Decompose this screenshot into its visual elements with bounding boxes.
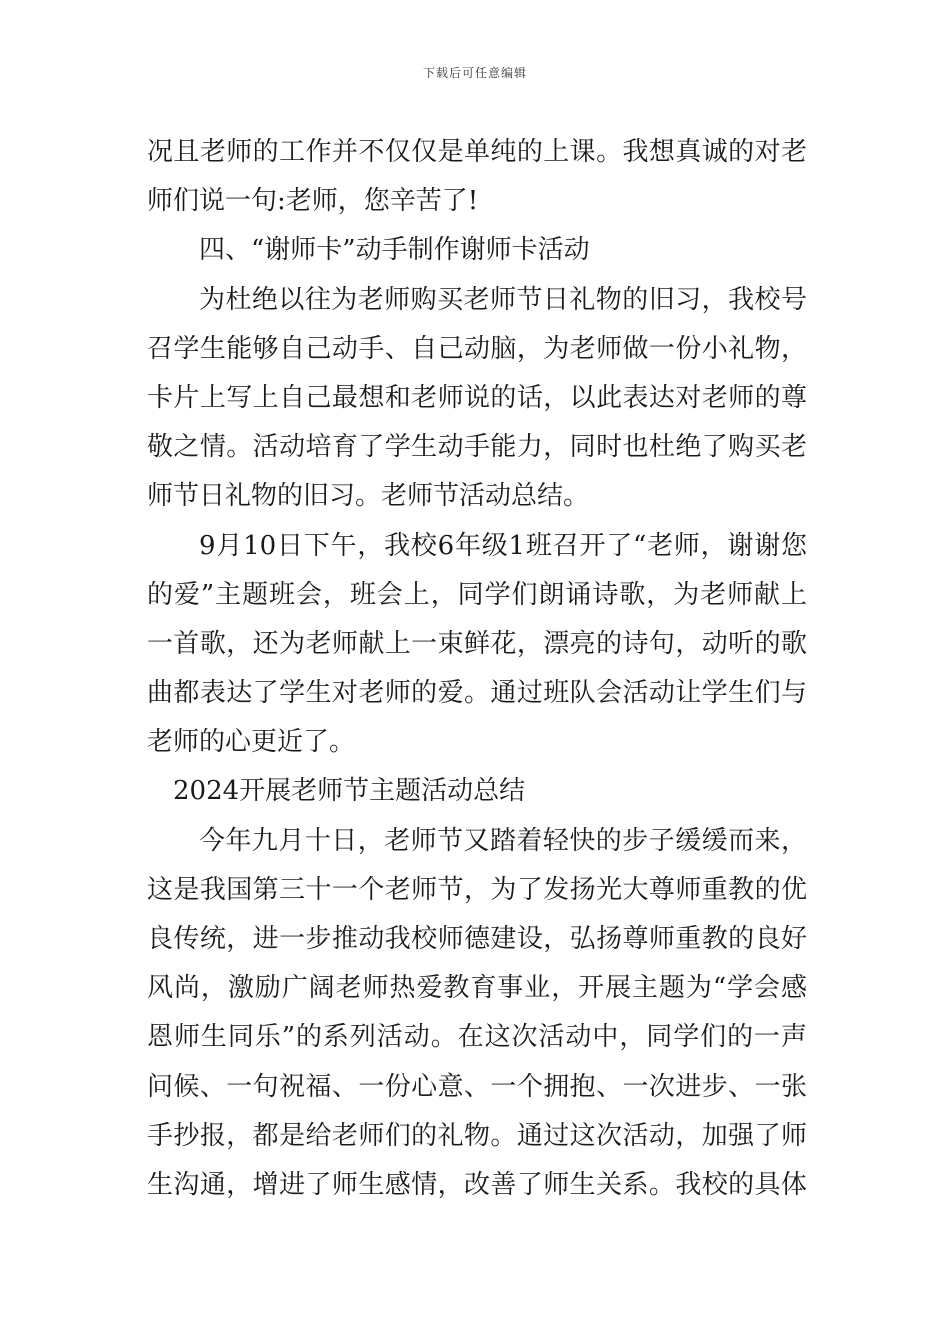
text-line: 的爱”主题班会，班会上，同学们朗诵诗歌，为老师献上 xyxy=(147,579,807,610)
document-body xyxy=(147,128,807,1210)
text-line: 问候、一句祝福、一份心意、一个拥抱、一次进步、一张 xyxy=(147,1071,807,1102)
text-line: 一首歌，还为老师献上一束鲜花，漂亮的诗句，动听的歌 xyxy=(147,628,807,659)
text-line: 9月10日下午，我校6年级1班召开了“老师，谢谢您 xyxy=(199,530,807,561)
text-line: 手抄报，都是给老师们的礼物。通过这次活动，加强了师 xyxy=(147,1120,807,1151)
text-line: 良传统，进一步推动我校师德建设，弘扬尊师重教的良好 xyxy=(147,924,807,954)
page-header: 下载后可任意编辑 xyxy=(422,66,527,80)
text-line: 曲都表达了学生对老师的爱。通过班队会活动让学生们与 xyxy=(147,678,807,709)
text-line: 师节日礼物的旧习。老师节活动总结。 xyxy=(147,481,590,512)
section-heading: 2024开展老师节主题活动总结 xyxy=(173,776,526,807)
text-line: 这是我国第三十一个老师节，为了发扬光大尊师重教的优 xyxy=(147,874,807,905)
text-line: 师们说一句:老师，您辛苦了! xyxy=(147,186,479,217)
text-line: 况且老师的工作并不仅仅是单纯的上课。我想真诚的对老 xyxy=(147,137,807,167)
section-heading: 四、“谢师卡”动手制作谢师卡活动 xyxy=(199,235,590,266)
text-line: 卡片上写上自己最想和老师说的话，以此表达对老师的尊 xyxy=(147,382,807,413)
text-line: 今年九月十日，老师节又踏着轻快的步子缓缓而来， xyxy=(199,825,807,856)
text-line: 生沟通，增进了师生感情，改善了师生关系。我校的具体 xyxy=(147,1169,807,1200)
text-line: 为杜绝以往为老师购买老师节日礼物的旧习，我校号 xyxy=(199,284,807,315)
text-line: 召学生能够自己动手、自己动脑，为老师做一份小礼物， xyxy=(147,333,807,364)
text-line: 老师的心更近了。 xyxy=(147,727,356,758)
text-line: 敬之情。活动培育了学生动手能力，同时也杜绝了购买老 xyxy=(147,432,807,463)
text-line: 风尚，激励广阔老师热爱教育事业，开展主题为“学会感 xyxy=(147,973,807,1004)
text-line: 恩师生同乐”的系列活动。在这次活动中，同学们的一声 xyxy=(147,1022,807,1053)
